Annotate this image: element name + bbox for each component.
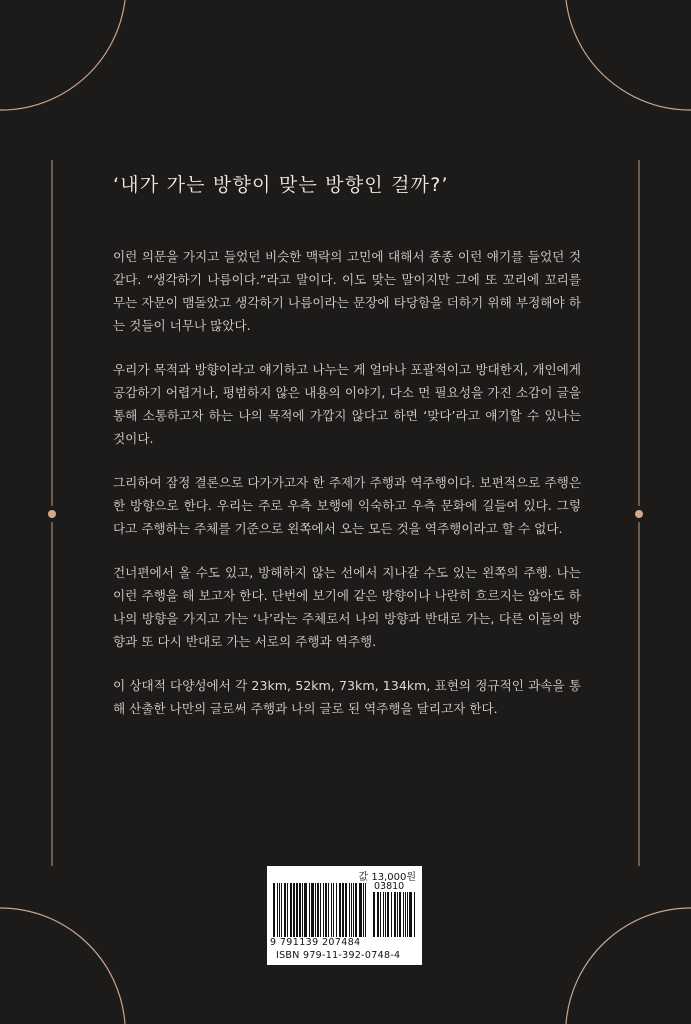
addon-code: 03810 xyxy=(374,881,405,892)
barcode-bar xyxy=(339,883,341,937)
paragraph-4: 건너편에서 올 수도 있고, 방해하지 않는 선에서 지나갈 수도 있는 왼쪽의 주행. 나는 이런 주행을 해 보고자 한다. 단번에 보기에 같은 방향이나 나란히 흐르지는 않아도 하나의 방향을 가지고 가는 ‘나’라는 주체로서 나의 방향과 반대로 가는, 다른 이들의 방향과 또 다시 반대로 가는 서로의 주행과 역주행. xyxy=(113,565,581,649)
barcode-bar xyxy=(414,892,415,937)
barcode-bar xyxy=(277,883,278,937)
barcode-bar xyxy=(323,883,324,937)
barcode-bar xyxy=(385,892,386,937)
barcode-bar xyxy=(397,892,398,937)
barcode-bar xyxy=(273,883,275,937)
barcode-bar xyxy=(349,883,350,937)
barcode-bar xyxy=(333,883,334,937)
barcode-bar xyxy=(387,892,389,937)
barcode-bar xyxy=(293,883,295,937)
corner-arc-bottom-left xyxy=(0,908,125,1024)
price-label: 값 13,000원 xyxy=(358,872,416,883)
ean-barcode xyxy=(273,883,369,937)
barcode-bar xyxy=(287,883,288,937)
corner-arc-top-left xyxy=(0,0,125,110)
barcode-bar xyxy=(309,883,310,937)
barcode-bar xyxy=(320,883,321,937)
barcode-bar xyxy=(355,883,357,937)
barcode-bar xyxy=(383,892,384,937)
barcode-bar xyxy=(359,883,362,937)
barcode-bar xyxy=(299,883,301,937)
paragraph-5: 이 상대적 다양성에서 각 23km, 52km, 73km, 134km, 표현의 정규적인 과속을 통해 산출한 나만의 글로써 주행과 나의 글로 된 역주행을 달리고자 한다. xyxy=(113,678,581,716)
barcode-bar xyxy=(391,892,392,937)
barcode-bar xyxy=(317,883,319,937)
barcode-bar xyxy=(377,892,379,937)
isbn-label: ISBN 979-11-392-0748-4 xyxy=(276,950,401,961)
ean-digits: 9 791139 207484 xyxy=(270,937,361,948)
barcode-bar xyxy=(351,883,352,937)
barcode-bar xyxy=(394,892,396,937)
barcode-bar xyxy=(380,892,381,937)
barcode-bar xyxy=(311,883,314,937)
barcode-bar xyxy=(279,883,280,937)
barcode-bar xyxy=(336,883,337,937)
barcode-bar xyxy=(409,892,412,937)
barcode-bar xyxy=(345,883,347,937)
barcode-bar xyxy=(342,883,344,937)
barcode-bar xyxy=(373,892,375,937)
corner-arc-top-right xyxy=(566,0,691,110)
headline: ‘내가 가는 방향이 맞는 방향인 걸까?’ xyxy=(113,174,449,196)
paragraph-2: 우리가 목적과 방향이라고 얘기하고 나누는 게 얼마나 포괄적이고 방대한지, 개인에게 공감하기 어렵거나, 평범하지 않은 내용의 이야기, 다소 먼 필요성을 가진 소감이 글을 통해 소통하고자 하는 나의 목적에 가깝지 않다고 하면 ‘맞다’라고 얘기할 수 있나는 것이다. xyxy=(113,362,581,446)
barcode-bar xyxy=(365,883,366,937)
right-rule-dot xyxy=(635,510,643,518)
barcode-box xyxy=(267,866,422,965)
barcode-bar xyxy=(403,892,404,937)
barcode-bar xyxy=(405,892,406,937)
corner-arc-bottom-right xyxy=(566,908,691,1024)
left-rule-dot xyxy=(48,510,56,518)
barcode-bar xyxy=(331,883,332,937)
barcode-bar xyxy=(353,883,354,937)
barcode-bar xyxy=(296,883,298,937)
barcode-bar xyxy=(281,883,282,937)
body-text xyxy=(113,245,581,741)
addon-barcode xyxy=(373,892,417,937)
barcode-bar xyxy=(328,883,329,937)
barcode-bar xyxy=(407,892,408,937)
barcode-bar xyxy=(315,883,316,937)
paragraph-1: 이런 의문을 가지고 들었던 비슷한 맥락의 고민에 대해서 종종 이런 얘기를 들었던 것 같다. “생각하기 나름이다.”라고 말이다. 이도 맞는 말이지만 그에 또 꼬리에 꼬리를 무는 자문이 맴돌았고 생각하기 나름이라는 문장에 타당함을 더하기 위해 부정해야 하는 것들이 너무나 많았다. xyxy=(113,249,581,333)
paragraph-3: 그리하여 잠정 결론으로 다가가고자 한 주제가 주행과 역주행이다. 보편적으로 주행은 한 방향으로 한다. 우리는 주로 우측 보행에 익숙하고 우측 문화에 길들여 있다. 그렇다고 주행하는 주체를 기준으로 왼쪽에서 오는 모든 것을 역주행이라고 할 수 없다. xyxy=(113,475,581,536)
barcode-bar xyxy=(304,883,307,937)
barcode-bar xyxy=(399,892,401,937)
barcode-bar xyxy=(302,883,303,937)
barcode-bar xyxy=(363,883,364,937)
barcode-bar xyxy=(290,883,292,937)
barcode-bar xyxy=(325,883,327,937)
barcode-bar xyxy=(284,883,286,937)
